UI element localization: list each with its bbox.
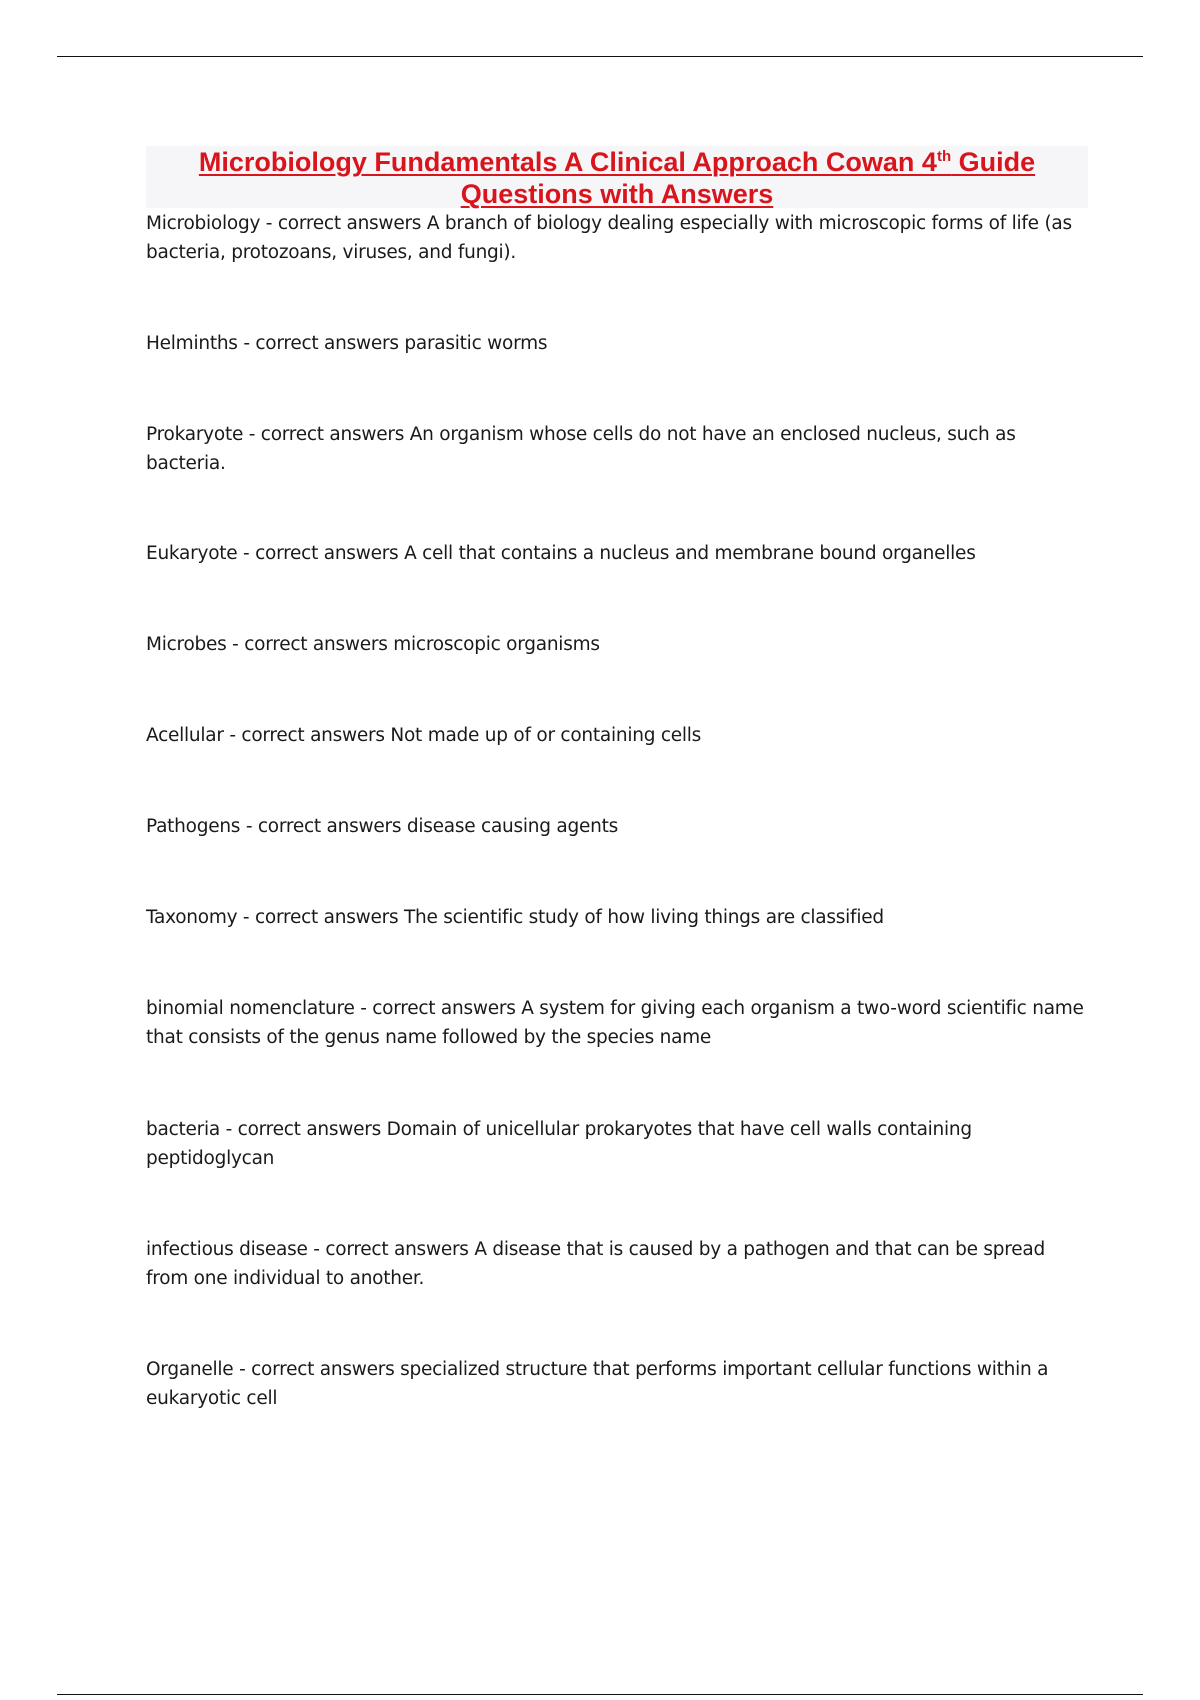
qa-entry-taxonomy: Taxonomy - correct answers The scientific study of how living things are classified: [146, 907, 884, 928]
header-rule: [57, 56, 1143, 57]
qa-entry-infectious-disease: infectious disease - correct answers A disease that is caused by a pathogen and that can be spread from one individual to another.: [146, 1239, 1045, 1289]
qa-entry-bacteria: bacteria - correct answers Domain of unicellular prokaryotes that have cell walls containing peptidoglycan: [146, 1119, 972, 1169]
qa-entry-pathogens: Pathogens - correct answers disease causing agents: [146, 816, 618, 837]
qa-entry-microbes: Microbes - correct answers microscopic organisms: [146, 634, 600, 655]
document-title: [146, 146, 1088, 210]
qa-entry-acellular: Acellular - correct answers Not made up of or containing cells: [146, 725, 702, 746]
qa-entry-binomial-nomenclature: binomial nomenclature - correct answers A system for giving each organism a two-word scientific name that consists of the genus name followed by the species name: [146, 998, 1084, 1048]
title-main: Microbiology Fundamentals A Clinical Approach Cowan 4: [198, 147, 937, 177]
qa-entry-organelle: Organelle - correct answers specialized structure that performs important cellular functions within a eukaryotic cell: [146, 1359, 1049, 1409]
qa-entry-microbiology: Microbiology - correct answers A branch of biology dealing especially with microscopic forms of life (as bacteria, protozoans, viruses, and fungi).: [146, 213, 1072, 263]
footer-rule: [57, 1694, 1143, 1695]
title-rest: Guide Questions with Answers: [460, 147, 1036, 209]
qa-entry-eukaryote: Eukaryote - correct answers A cell that contains a nucleus and membrane bound organelles: [146, 543, 976, 564]
title-superscript: th: [936, 148, 952, 165]
qa-entry-helminths: Helminths - correct answers parasitic worms: [146, 333, 548, 354]
title-box: [146, 146, 1088, 208]
qa-entry-prokaryote: Prokaryote - correct answers An organism whose cells do not have an enclosed nucleus, such as bacteria.: [146, 424, 1016, 474]
